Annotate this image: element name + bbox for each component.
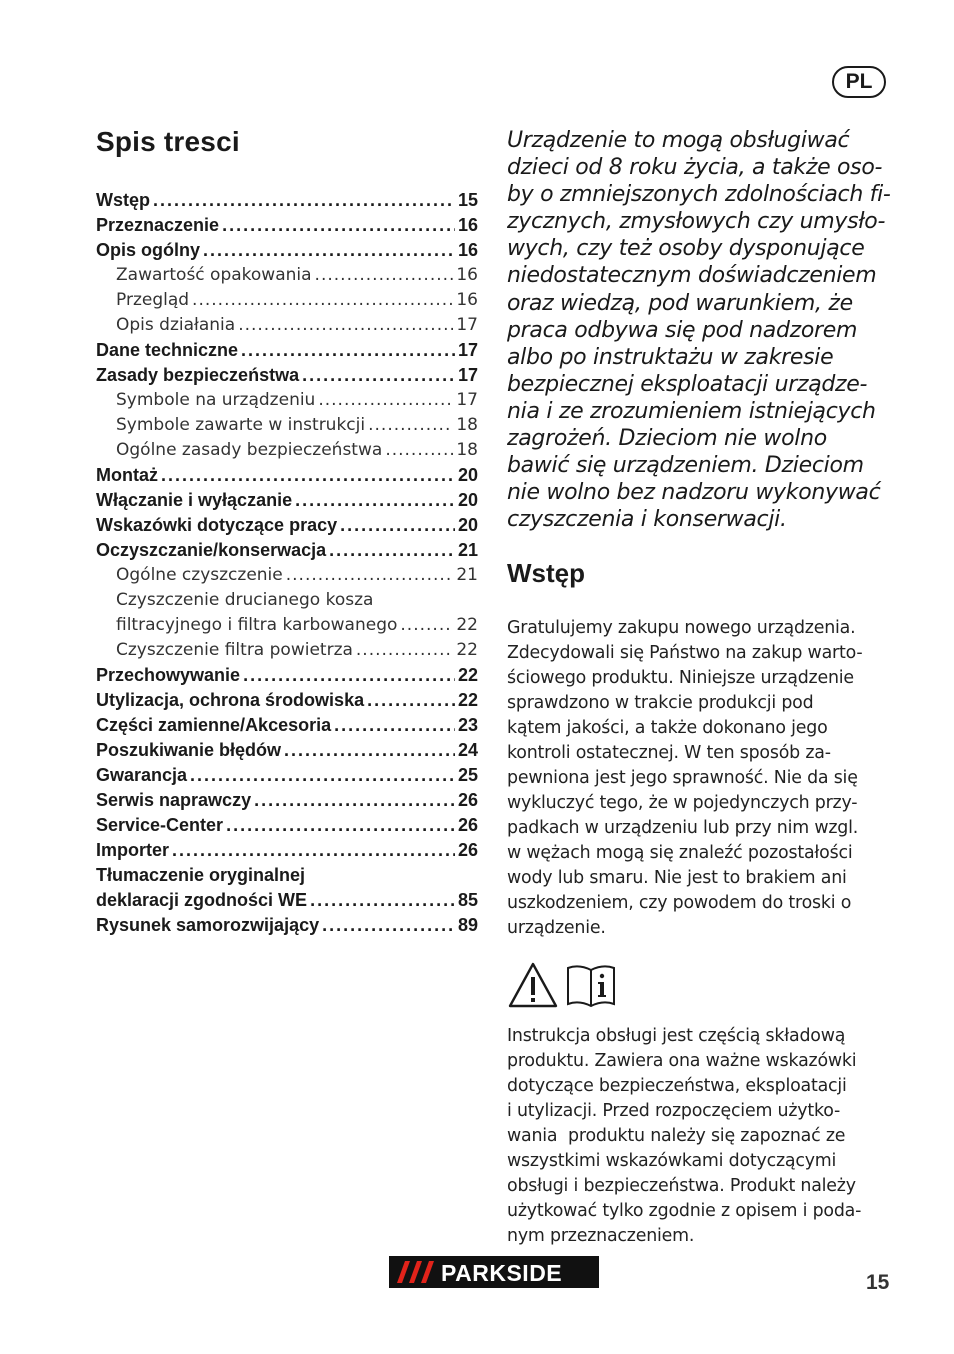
safety-notice-line: wych, czy też osoby dysponujące — [507, 236, 865, 262]
toc-entry — [96, 663, 478, 688]
toc-dot-leader — [192, 288, 453, 313]
manual-line: wszystkimi wskazówkami dotyczącymi — [507, 1151, 837, 1172]
safety-notice-line: niedostatecznym doświadczeniem — [507, 263, 877, 289]
toc-dot-leader — [340, 513, 455, 538]
toc-entry — [96, 188, 478, 213]
safety-notice-line: nie wolno bez nadzoru wykonywać — [507, 480, 881, 506]
toc-entry — [96, 213, 478, 238]
intro-line: urządzenie. — [507, 918, 606, 939]
toc-entry-title: Części zamienne/Akcesoria — [96, 715, 332, 735]
toc-entry-page: 17 — [457, 340, 478, 360]
toc-entry-page: 22 — [456, 615, 478, 635]
toc-entry-page: 16 — [456, 265, 478, 285]
toc-dot-leader — [203, 238, 455, 263]
safety-notice-paragraph — [507, 127, 892, 533]
intro-paragraph — [507, 616, 892, 941]
toc-entry-page: 23 — [457, 715, 478, 735]
toc-entry-title: Montaż — [96, 465, 158, 485]
toc-dot-leader — [400, 613, 453, 638]
manual-paragraph — [507, 1024, 892, 1249]
toc-entry-page: 22 — [457, 665, 478, 685]
intro-line: kontroli ostatecznej. W ten sposób za- — [507, 743, 831, 764]
toc-entry-page: 22 — [456, 640, 478, 660]
toc-list — [96, 188, 478, 938]
toc-dot-leader — [310, 888, 455, 913]
toc-entry-page: 16 — [456, 290, 478, 310]
safety-notice-line: Urządzenie to mogą obsługiwać — [507, 128, 850, 153]
manual-line: i utylizacji. Przed rozpoczęciem użytko- — [507, 1101, 841, 1122]
toc-entry-title: Service-Center — [96, 815, 224, 835]
toc-entry — [96, 288, 478, 313]
info-manual-icon — [565, 962, 617, 1008]
toc-entry — [96, 413, 478, 438]
toc-entry-title: Rysunek samorozwijający — [96, 915, 320, 935]
toc-entry — [96, 613, 478, 638]
manual-line: produktu. Zawiera ona ważne wskazówki — [507, 1051, 857, 1072]
safety-notice-line: oraz wiedzą, pod warunkiem, że — [507, 290, 853, 316]
toc-entry — [96, 238, 478, 263]
table-of-contents — [96, 122, 478, 938]
toc-entry-title: Utylizacja, ochrona środowiska — [96, 690, 365, 710]
manual-line: dotyczące bezpieczeństwa, eksploatacji — [507, 1076, 847, 1097]
toc-entry — [96, 363, 478, 388]
manual-line: Instrukcja obsługi jest częścią składową — [507, 1026, 846, 1047]
toc-entry-page: 20 — [457, 465, 478, 485]
toc-entry-page: 17 — [456, 315, 478, 335]
toc-entry-page: 17 — [457, 365, 478, 385]
language-badge: PL — [832, 66, 886, 98]
toc-entry-title: Importer — [96, 840, 170, 860]
manual-line: wania produktu należy się zapoznać ze — [507, 1126, 846, 1147]
toc-dot-leader — [243, 663, 455, 688]
toc-entry — [96, 638, 478, 663]
intro-line: wody lub smaru. Nie jest to brakiem ani — [507, 868, 847, 889]
toc-dot-leader — [190, 763, 455, 788]
safety-notice-line: zycznych, zmysłowych czy umysło- — [507, 209, 886, 235]
toc-entry-title: Oczyszczanie/konserwacja — [96, 540, 327, 560]
toc-entry — [96, 538, 478, 563]
safety-notice-line: bawić się urządzeniem. Dzieciom — [507, 453, 864, 479]
toc-entry — [96, 588, 478, 613]
toc-entry-title: Gwarancja — [96, 765, 188, 785]
toc-entry-title: Przeznaczenie — [96, 215, 220, 235]
manual-line: użytkować tylko zgodnie z opisem i poda- — [507, 1201, 862, 1222]
toc-dot-leader — [161, 463, 455, 488]
toc-entry — [96, 788, 478, 813]
toc-entry-title: deklaracji zgodności WE — [96, 890, 308, 910]
intro-line: pewniona jest jego sprawność. Nie da się — [507, 768, 858, 789]
toc-entry — [96, 913, 478, 938]
toc-entry-page: 22 — [457, 690, 478, 710]
section-heading-wstep: Wstęp — [507, 558, 585, 589]
safety-notice-line: albo po instruktażu w zakresie — [507, 344, 834, 370]
toc-entry-page: 85 — [457, 890, 478, 910]
toc-entry-title: Zawartość opakowania — [116, 265, 312, 285]
toc-entry-page: 26 — [457, 790, 478, 810]
safety-notice-line: bezpiecznej eksploatacji urządze- — [507, 371, 868, 397]
intro-line: w wężach mogą się znaleźć pozostałości — [507, 843, 853, 864]
toc-entry-page: 16 — [457, 215, 478, 235]
toc-entry-title: Opis ogólny — [96, 240, 201, 260]
toc-dot-leader — [241, 338, 455, 363]
toc-title: Spis tresci — [96, 126, 240, 157]
toc-entry — [96, 563, 478, 588]
toc-entry-title: Dane techniczne — [96, 340, 239, 360]
toc-dot-leader — [315, 263, 454, 288]
toc-dot-leader — [284, 738, 455, 763]
toc-entry — [96, 338, 478, 363]
toc-entry — [96, 763, 478, 788]
intro-line: Gratulujemy zakupu nowego urządzenia. — [507, 618, 856, 639]
manual-line: obsługi i bezpieczeństwa. Produkt należy — [507, 1176, 856, 1197]
toc-dot-leader — [222, 213, 455, 238]
toc-dot-leader — [302, 363, 455, 388]
toc-entry — [96, 388, 478, 413]
warning-triangle-icon — [507, 961, 559, 1009]
toc-dot-leader — [322, 913, 455, 938]
toc-entry — [96, 838, 478, 863]
intro-line: padkach w urządzeniu lub przy nim wzgl. — [507, 818, 859, 839]
toc-entry — [96, 738, 478, 763]
toc-entry-title: Symbole na urządzeniu — [116, 390, 316, 410]
intro-line: wykluczyć tego, że w pojedynczych przy- — [507, 793, 858, 814]
toc-dot-leader — [368, 413, 453, 438]
toc-entry — [96, 513, 478, 538]
toc-entry — [96, 813, 478, 838]
page-number: 15 — [866, 1271, 890, 1294]
toc-entry-title: Ogólne zasady bezpieczeństwa — [116, 440, 383, 460]
toc-entry-title: Wstęp — [96, 190, 150, 210]
toc-dot-leader — [238, 313, 453, 338]
safety-notice-line: dzieci od 8 roku życia, a także oso- — [507, 155, 883, 181]
safety-notice-line: by o zmniejszonych zdolnościach fi- — [507, 182, 891, 208]
toc-entry-page: 20 — [457, 490, 478, 510]
toc-entry-title: Przechowywanie — [96, 665, 241, 685]
manual-line: nym przeznaczeniem. — [507, 1226, 695, 1247]
toc-dot-leader — [334, 713, 455, 738]
logo-text: PARKSIDE — [441, 1260, 563, 1286]
toc-dot-leader — [153, 188, 455, 213]
toc-dot-leader — [295, 488, 455, 513]
toc-entry-title: Czyszczenie drucianego kosza — [116, 590, 374, 610]
intro-line: kątem jakości, a także dokonano jego — [507, 718, 828, 739]
intro-line: uszkodzeniem, czy powodem do troski o — [507, 893, 852, 914]
intro-line: sprawdzono w trakcie produkcji pod — [507, 693, 814, 714]
toc-entry-page: 18 — [456, 415, 478, 435]
toc-entry-page: 15 — [457, 190, 478, 210]
toc-entry — [96, 313, 478, 338]
toc-dot-leader — [318, 388, 453, 413]
toc-entry-title: Poszukiwanie błędów — [96, 740, 282, 760]
toc-dot-leader — [286, 563, 454, 588]
toc-entry-page: 17 — [456, 390, 478, 410]
toc-dot-leader — [329, 538, 455, 563]
toc-entry — [96, 863, 478, 888]
icon-row — [507, 960, 892, 1010]
parkside-logo — [389, 1256, 599, 1288]
toc-entry — [96, 263, 478, 288]
safety-notice-line: czyszczenia i konserwacji. — [507, 507, 787, 533]
toc-dot-leader — [226, 813, 455, 838]
toc-entry — [96, 488, 478, 513]
toc-entry-title: Wskazówki dotyczące pracy — [96, 515, 338, 535]
toc-dot-leader — [367, 688, 455, 713]
toc-dot-leader — [254, 788, 455, 813]
toc-entry-page: 16 — [457, 240, 478, 260]
toc-entry-page: 25 — [457, 765, 478, 785]
safety-notice-line: praca odbywa się pod nadzorem — [507, 317, 858, 343]
toc-entry-title: Serwis naprawczy — [96, 790, 252, 810]
intro-line: Zdecydowali się Państwo na zakup warto- — [507, 643, 863, 664]
safety-notice-line: zagrożeń. Dzieciom nie wolno — [507, 426, 827, 452]
toc-entry-title: Włączanie i wyłączanie — [96, 490, 293, 510]
right-column — [507, 127, 892, 1249]
safety-notice-line: nia i ze zrozumieniem istniejących — [507, 398, 876, 424]
toc-entry-page: 21 — [457, 540, 478, 560]
toc-entry-title: Czyszczenie filtra powietrza — [116, 640, 353, 660]
toc-entry — [96, 888, 478, 913]
toc-entry-page: 20 — [457, 515, 478, 535]
toc-entry-title: Tłumaczenie oryginalnej — [96, 865, 306, 885]
toc-entry — [96, 463, 478, 488]
toc-entry — [96, 438, 478, 463]
toc-entry — [96, 688, 478, 713]
toc-dot-leader — [385, 438, 453, 463]
intro-line: ściowego produktu. Niniejsze urządzenie — [507, 668, 854, 689]
toc-entry-page: 18 — [456, 440, 478, 460]
toc-entry-page: 21 — [456, 565, 478, 585]
toc-entry-page: 26 — [457, 840, 478, 860]
toc-entry-title: Przegląd — [116, 290, 190, 310]
toc-dot-leader — [172, 838, 455, 863]
toc-entry-page: 89 — [457, 915, 478, 935]
toc-entry-title: Symbole zawarte w instrukcji — [116, 415, 366, 435]
toc-entry-title: Zasady bezpieczeństwa — [96, 365, 300, 385]
toc-entry-title: Ogólne czyszczenie — [116, 565, 283, 585]
toc-entry-page: 24 — [457, 740, 478, 760]
toc-entry — [96, 713, 478, 738]
toc-entry-title: Opis działania — [116, 315, 236, 335]
toc-dot-leader — [356, 638, 453, 663]
toc-entry-page: 26 — [457, 815, 478, 835]
toc-entry-title: filtracyjnego i filtra karbowanego — [116, 615, 398, 635]
